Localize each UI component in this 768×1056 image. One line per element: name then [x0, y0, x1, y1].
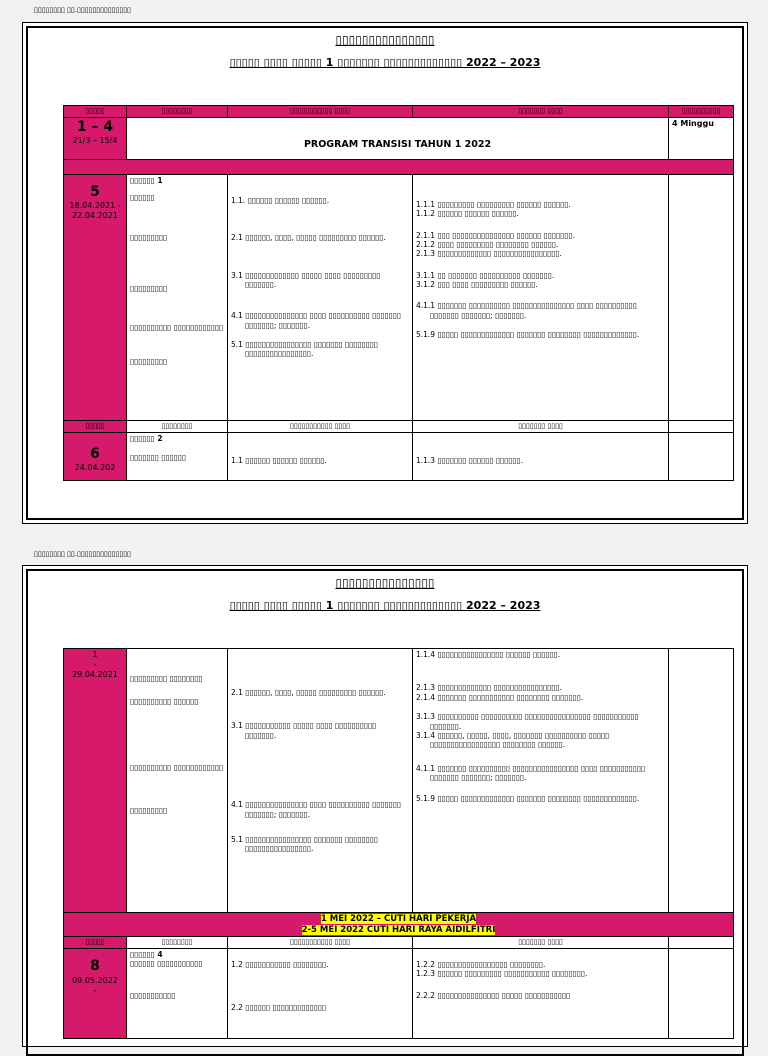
table-row-week5 [64, 174, 734, 420]
standard-item: 2.1 ▯▯▯▯▯▯, ▯▯▯▯, ▯▯▯▯▯ ▯▯▯▯▯▯▯▯▯ ▯▯▯▯▯▯. [231, 233, 386, 243]
document-title: ▯▯▯▯▯▯▯▯▯▯▯▯▯▯▯ [335, 576, 435, 590]
skill-item: ▯▯▯▯▯▯▯▯▯▯▯ [130, 990, 176, 1000]
week-dates: - [93, 660, 97, 669]
col-notes [669, 937, 734, 949]
holiday-text: 1 MEI 2022 – CUTI HARI PEKERJA [320, 914, 477, 924]
table-row-week7 [64, 649, 734, 913]
table-header-row [64, 937, 734, 949]
col-content-standard: ▯▯▯▯▯▯▯▯▯▯▯ ▯▯▯▯ [228, 106, 413, 118]
learning-item: 1.1.2 ▯▯▯▯▯▯ ▯▯▯▯▯▯ ▯▯▯▯▯▯. [416, 209, 519, 219]
unit-cell [127, 174, 228, 420]
unit-label: ▯▯▯▯▯▯ 2 [130, 433, 163, 443]
content-standard-cell [228, 949, 413, 1039]
learning-item: 2.1.2 ▯▯▯▯ ▯▯▯▯▯▯▯▯▯ ▯▯▯▯▯▯▯▯ ▯▯▯▯▯▯. [416, 239, 559, 249]
content-standard-cell [228, 174, 413, 420]
learning-item: 2.1.3 ▯▯▯▯▯▯▯▯▯▯▯▯▯ ▯▯▯▯▯▯▯▯▯▯▯▯▯▯▯▯. [416, 683, 562, 693]
skill-item: ▯▯▯▯▯▯▯▯▯▯ ▯▯▯▯▯▯▯▯▯▯▯▯ [130, 323, 224, 333]
yearly-plan-table-2 [63, 648, 734, 1039]
standard-item: 4.1 ▯▯▯▯▯▯▯▯▯▯▯▯▯▯▯ ▯▯▯▯ ▯▯▯▯▯▯▯▯▯▯ ▯▯▯▯▯▯▯ ▯▯▯▯▯▯▯; ▯▯▯▯▯▯▯. [231, 311, 402, 330]
col-unit: ▯▯▯▯▯▯▯▯ [127, 420, 228, 432]
learning-item: 3.1.4 ▯▯▯▯▯▯, ▯▯▯▯▯, ▯▯▯▯, ▯▯▯▯▯▯▯ ▯▯▯▯▯▯▯▯▯▯ ▯▯▯▯▯ ▯▯▯▯▯▯▯▯▯▯▯▯▯▯▯▯▯ ▯▯▯▯▯▯▯▯ ▯▯▯▯▯▯. [416, 730, 610, 750]
week-dates: - [93, 985, 97, 995]
unit-cell [127, 432, 228, 480]
skill-item: ▯▯▯▯▯▯▯▯▯ ▯▯▯▯▯▯▯▯ [130, 674, 203, 683]
unit-label: ▯▯▯▯▯▯ 4 [130, 950, 163, 959]
learning-standard-cell [413, 949, 669, 1039]
skill-item: ▯▯▯▯▯▯▯▯▯▯ ▯▯▯▯▯▯ [130, 697, 199, 707]
learning-item: 5.1.9 ▯▯▯▯▯ ▯▯▯▯▯▯▯▯▯▯▯▯▯ ▯▯▯▯▯▯▯ ▯▯▯▯▯▯▯▯ ▯▯▯▯▯▯▯▯▯▯▯▯▯. [416, 794, 640, 804]
week-dates: 24.04.202 [74, 463, 116, 472]
standard-item: 2.2 ▯▯▯▯▯▯ ▯▯▯▯▯▯▯▯▯▯▯▯▯ [231, 1003, 327, 1013]
learning-item: 1.2.3 ▯▯▯▯▯▯ ▯▯▯▯▯▯▯▯▯ ▯▯▯▯▯▯▯▯▯▯▯ ▯▯▯▯▯▯▯▯. [416, 969, 588, 979]
learning-item: 3.1.1 ▯▯ ▯▯▯▯▯▯▯ ▯▯▯▯▯▯▯▯▯▯ ▯▯▯▯▯▯▯. [416, 270, 555, 280]
unit-cell [127, 949, 228, 1039]
table-row-week8 [64, 949, 734, 1039]
table-header-row [64, 106, 734, 118]
table-row-separator [64, 159, 734, 174]
col-learning-standard: ▯▯▯▯▯▯▯ ▯▯▯▯ [413, 106, 669, 118]
learning-item: 4.1.1 ▯▯▯▯▯▯▯ ▯▯▯▯▯▯▯▯▯▯ ▯▯▯▯▯▯▯▯▯▯▯▯▯▯▯▯ ▯▯▯▯ ▯▯▯▯▯▯▯▯▯▯▯ ▯▯▯▯▯▯▯ ▯▯▯▯▯▯▯; ▯▯▯▯▯▯▯. [416, 763, 646, 782]
standard-item: 1.1 ▯▯▯▯▯▯ ▯▯▯▯▯▯ ▯▯▯▯▯▯. [231, 455, 327, 465]
week-number: 5 [90, 183, 100, 200]
week-dates: 1 [92, 650, 98, 659]
transition-duration: 4 Minggu [669, 117, 734, 159]
document-subtitle: ▯▯▯▯▯ ▯▯▯▯ ▯▯▯▯▯ 1 ▯▯▯▯▯▯▯ ▯▯▯▯▯▯▯▯▯▯▯▯▯ 2022 – 2023 [229, 56, 541, 69]
skill-item: ▯▯▯▯▯▯▯ ▯▯▯▯▯▯ [130, 452, 187, 462]
col-unit: ▯▯▯▯▯▯▯▯ [127, 937, 228, 949]
week-dates: 21/3 – 15/4 [72, 136, 118, 146]
standard-item: 5.1 ▯▯▯▯▯▯▯▯▯▯▯▯▯▯▯▯ ▯▯▯▯▯▯▯ ▯▯▯▯▯▯▯▯ ▯▯▯▯▯▯▯▯▯▯▯▯▯▯▯▯. [231, 834, 379, 854]
learning-standard-cell [413, 174, 669, 420]
skill-item: ▯▯▯▯▯▯▯▯▯▯ ▯▯▯▯▯▯▯▯▯▯▯▯ [130, 762, 224, 772]
standard-item: 1.1. ▯▯▯▯▯▯ ▯▯▯▯▯▯ ▯▯▯▯▯▯. [231, 195, 330, 205]
document-title: ▯▯▯▯▯▯▯▯▯▯▯▯▯▯▯ [335, 33, 435, 47]
document-subtitle: ▯▯▯▯▯ ▯▯▯▯ ▯▯▯▯▯ 1 ▯▯▯▯▯▯▯ ▯▯▯▯▯▯▯▯▯▯▯▯▯ 2022 – 2023 [229, 599, 541, 612]
learning-item: 5.1.9 ▯▯▯▯▯ ▯▯▯▯▯▯▯▯▯▯▯▯▯ ▯▯▯▯▯▯▯ ▯▯▯▯▯▯▯▯ ▯▯▯▯▯▯▯▯▯▯▯▯▯. [416, 330, 640, 340]
unit-cell [127, 649, 228, 913]
week-dates: 29.04.2021 [72, 670, 118, 679]
week-number: 8 [90, 958, 100, 974]
col-week: ▯▯▯▯▯ [64, 420, 127, 432]
document-page-2 [22, 565, 748, 1047]
table-row-holiday [64, 913, 734, 937]
learning-item: 2.1.3 ▯▯▯▯▯▯▯▯▯▯▯▯▯ ▯▯▯▯▯▯▯▯▯▯▯▯▯▯▯▯. [416, 249, 562, 259]
learning-item: 1.1.1 ▯▯▯▯▯▯▯▯▯ ▯▯▯▯▯▯▯▯▯ ▯▯▯▯▯▯ ▯▯▯▯▯▯. [416, 199, 571, 209]
table-header-row [64, 420, 734, 432]
content-standard-cell [228, 432, 413, 480]
yearly-plan-table-1 [63, 105, 734, 481]
week-dates: 09.05.2022 [72, 975, 118, 985]
learning-item: 2.2.2 ▯▯▯▯▯▯▯▯▯▯▯▯▯▯▯ ▯▯▯▯▯ ▯▯▯▯▯▯▯▯▯▯▯ [416, 990, 571, 1000]
col-learning-standard: ▯▯▯▯▯▯▯ ▯▯▯▯ [413, 937, 669, 949]
transition-label: PROGRAM TRANSISI TAHUN 1 2022 [127, 117, 669, 159]
learning-item: 2.1.1 ▯▯▯ ▯▯▯▯▯▯▯▯▯▯▯▯▯▯▯ ▯▯▯▯▯▯ ▯▯▯▯▯▯▯. [416, 230, 575, 240]
learning-standard-cell [413, 432, 669, 480]
standard-item: 3.1 ▯▯▯▯▯▯▯▯▯▯▯ ▯▯▯▯▯ ▯▯▯▯ ▯▯▯▯▯▯▯▯▯▯ ▯▯▯▯▯▯▯. [231, 721, 377, 740]
learning-standard-cell [413, 649, 669, 913]
header-note: ▯▯▯▯▯▯▯▯ ▯▯.▯▯▯▯▯▯▯▯▯▯▯▯▯▯ [34, 6, 131, 14]
week-cell [64, 432, 127, 480]
content-standard-cell [228, 649, 413, 913]
learning-item: 1.1.4 ▯▯▯▯▯▯▯▯▯▯▯▯▯▯▯▯ ▯▯▯▯▯▯ ▯▯▯▯▯▯. [416, 650, 561, 659]
document-page-1 [22, 22, 748, 524]
notes-cell [669, 949, 734, 1039]
notes-cell [669, 432, 734, 480]
table-row-transition [64, 117, 734, 159]
notes-cell [669, 649, 734, 913]
week-cell [64, 649, 127, 913]
col-notes [669, 420, 734, 432]
skill-item: ▯▯▯▯▯▯▯▯▯ [130, 806, 168, 816]
week-number: 6 [90, 445, 100, 462]
week-cell [64, 117, 127, 159]
holiday-banner [64, 913, 734, 937]
learning-item: 1.2.2 ▯▯▯▯▯▯▯▯▯▯▯▯▯▯▯▯▯ ▯▯▯▯▯▯▯▯. [416, 960, 546, 969]
learning-item: 2.1.4 ▯▯▯▯▯▯▯ ▯▯▯▯▯▯▯▯▯▯▯ ▯▯▯▯▯▯▯▯ ▯▯▯▯▯▯▯. [416, 692, 584, 702]
skill-item: ▯▯▯▯▯▯ [130, 193, 155, 203]
col-unit: ▯▯▯▯▯▯▯▯ [127, 106, 228, 118]
standard-item: 1.2 ▯▯▯▯▯▯▯▯▯▯▯ ▯▯▯▯▯▯▯▯. [231, 960, 329, 969]
separator-band [64, 159, 734, 174]
col-week: ▯▯▯▯▯ [64, 106, 127, 118]
standard-item: 3.1 ▯▯▯▯▯▯▯▯▯▯▯▯▯ ▯▯▯▯▯ ▯▯▯▯ ▯▯▯▯▯▯▯▯▯ ▯▯▯▯▯▯▯. [231, 270, 381, 289]
holiday-text: 2-5 MEI 2022 CUTI HARI RAYA AIDILFITRI [301, 924, 496, 935]
skill-item: ▯▯▯▯▯▯ ▯▯▯▯▯▯▯▯▯▯▯ [130, 959, 203, 969]
unit-label: ▯▯▯▯▯▯ 1 [130, 175, 163, 185]
week-number: 1 – 4 [76, 118, 114, 135]
col-notes: ▯▯▯▯▯▯▯▯▯▯ [669, 106, 734, 118]
header-note: ▯▯▯▯▯▯▯▯ ▯▯.▯▯▯▯▯▯▯▯▯▯▯▯▯▯ [34, 550, 131, 558]
week-cell [64, 949, 127, 1039]
notes-cell [669, 174, 734, 420]
col-week: ▯▯▯▯▯ [64, 937, 127, 949]
skill-item: ▯▯▯▯▯▯▯▯▯ [130, 356, 168, 366]
col-content-standard: ▯▯▯▯▯▯▯▯▯▯▯ ▯▯▯▯ [228, 420, 413, 432]
standard-item: 5.1 ▯▯▯▯▯▯▯▯▯▯▯▯▯▯▯▯ ▯▯▯▯▯▯▯ ▯▯▯▯▯▯▯▯ ▯▯▯▯▯▯▯▯▯▯▯▯▯▯▯▯. [231, 340, 379, 359]
skill-item: ▯▯▯▯▯▯▯▯▯ [130, 283, 168, 293]
standard-item: 2.1 ▯▯▯▯▯▯, ▯▯▯▯, ▯▯▯▯▯ ▯▯▯▯▯▯▯▯▯ ▯▯▯▯▯▯. [231, 688, 386, 697]
standard-item: 4.1 ▯▯▯▯▯▯▯▯▯▯▯▯▯▯▯ ▯▯▯▯ ▯▯▯▯▯▯▯▯▯▯ ▯▯▯▯▯▯▯ ▯▯▯▯▯▯▯; ▯▯▯▯▯▯▯. [231, 800, 402, 819]
learning-item: 1.1.3 ▯▯▯▯▯▯▯ ▯▯▯▯▯▯ ▯▯▯▯▯▯. [416, 455, 524, 465]
table-row-week6 [64, 432, 734, 480]
learning-item: 3.1.3 ▯▯▯▯▯▯▯▯▯▯ ▯▯▯▯▯▯▯▯▯▯ ▯▯▯▯▯▯▯▯▯▯▯▯▯▯▯▯ ▯▯▯▯▯▯▯▯▯▯▯ ▯▯▯▯▯▯▯. [416, 712, 639, 731]
col-content-standard: ▯▯▯▯▯▯▯▯▯▯▯ ▯▯▯▯ [228, 937, 413, 949]
learning-item: 3.1.2 ▯▯▯ ▯▯▯▯ ▯▯▯▯▯▯▯▯▯ ▯▯▯▯▯▯. [416, 280, 538, 289]
week-cell [64, 174, 127, 420]
skill-item: ▯▯▯▯▯▯▯▯▯ [130, 232, 168, 242]
week-dates: 18.04.2021 - 22.04.2021 [69, 201, 121, 221]
col-learning-standard: ▯▯▯▯▯▯▯ ▯▯▯▯ [413, 420, 669, 432]
learning-item: 4.1.1 ▯▯▯▯▯▯▯ ▯▯▯▯▯▯▯▯▯▯ ▯▯▯▯▯▯▯▯▯▯▯▯▯▯▯ ▯▯▯▯ ▯▯▯▯▯▯▯▯▯▯ ▯▯▯▯▯▯▯ ▯▯▯▯▯▯▯; ▯▯▯▯▯▯▯. [416, 301, 637, 320]
